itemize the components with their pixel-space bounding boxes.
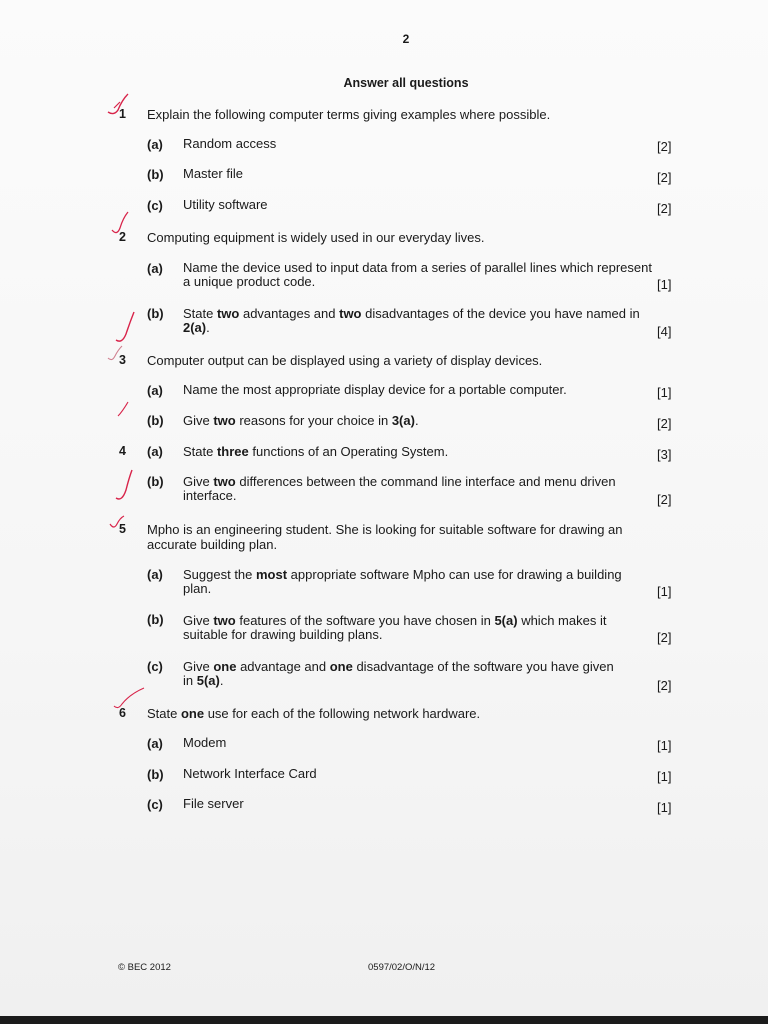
q5-part-b-label: (b)	[147, 612, 164, 627]
q4-part-a-mark: [3]	[657, 447, 672, 462]
pen-tick-q2	[108, 208, 138, 244]
q3-part-a-text: Name the most appropriate display device for a portable computer.	[183, 382, 567, 397]
q3-part-b-mark: [2]	[657, 416, 672, 431]
pen-tick-q1	[100, 90, 140, 126]
q4-part-a-label: (a)	[147, 444, 163, 459]
question-6-stem: State one use for each of the following network hardware.	[147, 706, 481, 721]
q1-part-b-text: Master file	[183, 166, 243, 181]
q2-part-b-label: (b)	[147, 306, 164, 321]
footer-paper-code: 0597/02/O/N/12	[368, 962, 436, 973]
q6-part-c-mark: [1]	[657, 800, 672, 815]
question-6-number: 6	[119, 706, 126, 720]
footer-copyright: © BEC 2012	[118, 962, 171, 973]
q3-part-b-label: (b)	[147, 413, 164, 428]
q5-part-a-mark: [1]	[657, 584, 672, 599]
q4-part-a-text: State three functions of an Operating System.	[183, 444, 449, 459]
q5-part-b-mark: [2]	[657, 630, 672, 645]
q2-part-a-text: Name the device used to input data from a series of parallel lines which represent a unique product code.	[183, 260, 652, 289]
q3-part-a-label: (a)	[147, 383, 163, 398]
q6-part-b-text: Network Interface Card	[183, 766, 317, 781]
q1-part-b-label: (b)	[147, 167, 164, 182]
q2-part-a-label: (a)	[147, 261, 163, 276]
question-5-stem: Mpho is an engineering student. She is looking for suitable software for drawing an accurate building plan.	[147, 522, 623, 552]
q2-part-b-text: State two advantages and two disadvantages of the device you have named in 2(a).	[183, 306, 640, 335]
section-heading: Answer all questions	[343, 76, 469, 90]
q5-part-c-label: (c)	[147, 659, 163, 674]
pen-tick-q6	[108, 686, 152, 712]
q1-part-c-label: (c)	[147, 198, 163, 213]
q1-part-a-mark: [2]	[657, 139, 672, 154]
q5-part-c-text: Give one advantage and one disadvantage of the software you have given in 5(a).	[183, 659, 614, 688]
page-number: 2	[402, 32, 410, 46]
pen-tick-q3	[104, 342, 130, 368]
q4-part-b-label: (b)	[147, 474, 164, 489]
q6-part-a-text: Modem	[183, 735, 227, 750]
q3-part-a-mark: [1]	[657, 385, 672, 400]
q2-part-b-mark: [4]	[657, 324, 672, 339]
q1-part-b-mark: [2]	[657, 170, 672, 185]
scan-bottom-edge	[0, 1016, 768, 1024]
q2-part-a-mark: [1]	[657, 277, 672, 292]
q1-part-a-label: (a)	[147, 137, 163, 152]
q6-part-c-label: (c)	[147, 797, 163, 812]
q5-part-c-mark: [2]	[657, 678, 672, 693]
question-2-stem: Computing equipment is widely used in our everyday lives.	[147, 230, 485, 245]
q6-part-c-text: File server	[183, 796, 244, 811]
q6-part-b-mark: [1]	[657, 769, 672, 784]
pen-tick-q5	[106, 512, 132, 538]
question-1-number: 1	[119, 107, 126, 121]
question-1-stem: Explain the following computer terms giving examples where possible.	[147, 107, 551, 122]
question-3-number: 3	[119, 353, 126, 367]
q3-part-b-text: Give two reasons for your choice in 3(a).	[183, 413, 419, 428]
q6-part-a-mark: [1]	[657, 738, 672, 753]
q1-part-c-mark: [2]	[657, 201, 672, 216]
pen-tick-q4b	[110, 466, 140, 506]
q1-part-a-text: Random access	[183, 136, 277, 151]
question-2-number: 2	[119, 230, 126, 244]
q5-part-b-text: Give two features of the software you have chosen in 5(a) which makes it suitable for drawing building plans.	[183, 613, 607, 642]
question-3-stem: Computer output can be displayed using a variety of display devices.	[147, 353, 543, 368]
pen-tick-q3b	[112, 398, 138, 424]
q5-part-a-label: (a)	[147, 567, 163, 582]
q6-part-a-label: (a)	[147, 736, 163, 751]
q6-part-b-label: (b)	[147, 767, 164, 782]
q5-part-a-text: Suggest the most appropriate software Mpho can use for drawing a building plan.	[183, 567, 622, 596]
q4-part-b-mark: [2]	[657, 492, 672, 507]
question-4-number: 4	[119, 444, 126, 458]
q1-part-c-text: Utility software	[183, 197, 268, 212]
question-5-number: 5	[119, 522, 126, 536]
q4-part-b-text: Give two differences between the command line interface and menu driven interface.	[183, 474, 616, 503]
